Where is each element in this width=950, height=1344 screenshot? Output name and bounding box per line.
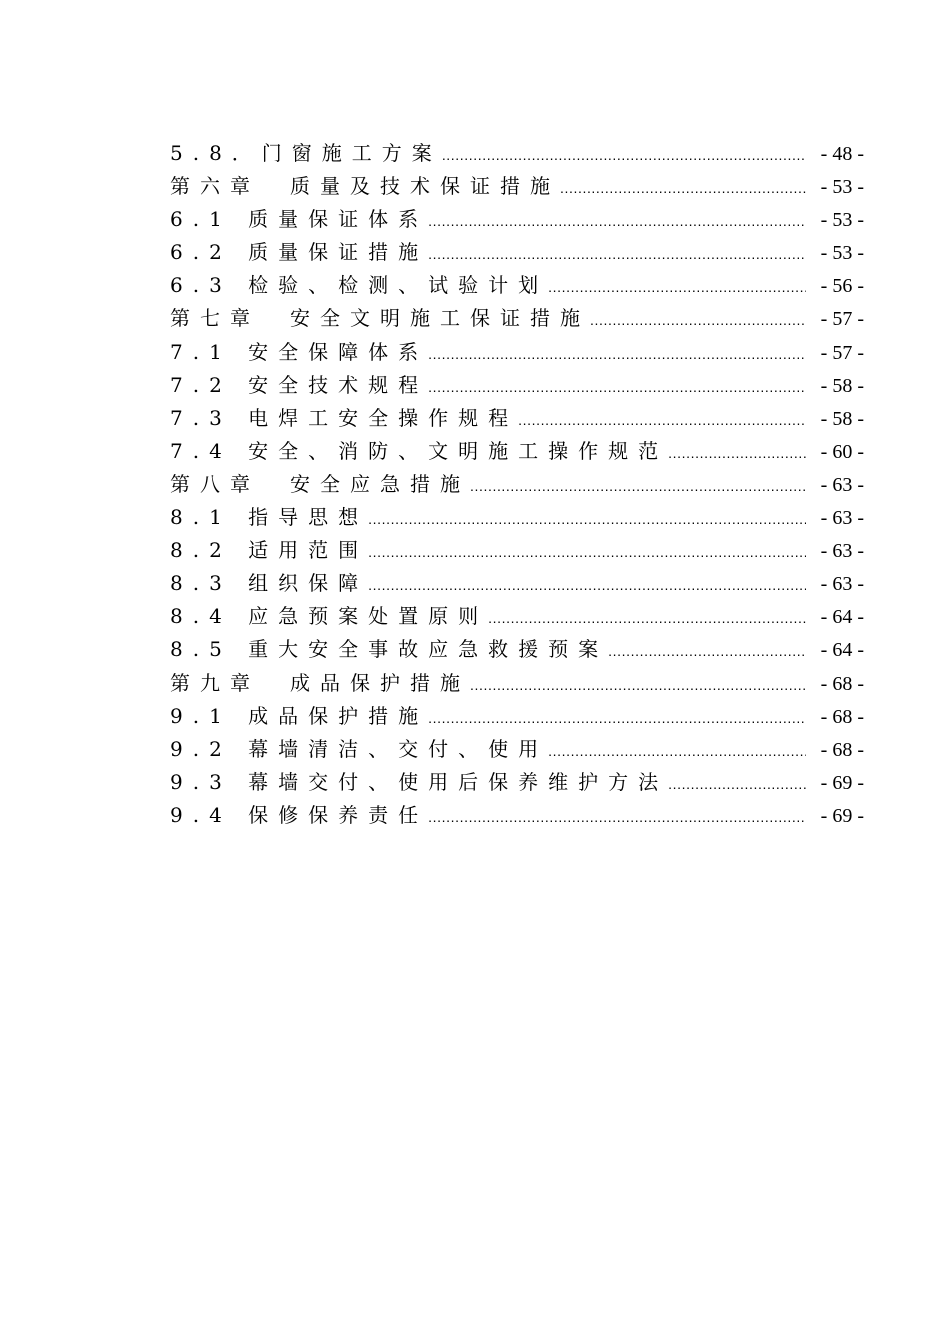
toc-entry[interactable] <box>170 402 864 435</box>
toc-dot-leader <box>368 503 806 536</box>
toc-entry-title: 8.1 指导思想 <box>170 505 369 530</box>
toc-entry[interactable] <box>170 733 864 766</box>
toc-dot-leader <box>428 205 806 238</box>
toc-entry-page: - 63 - <box>820 573 864 596</box>
toc-entry[interactable] <box>170 501 864 534</box>
toc-entry-page: - 64 - <box>820 639 864 662</box>
toc-entry[interactable] <box>170 302 864 335</box>
toc-dot-leader <box>442 139 806 172</box>
toc-dot-leader <box>428 371 806 404</box>
toc-entry-page: - 57 - <box>820 308 864 331</box>
toc-entry-page: - 68 - <box>820 672 864 695</box>
toc-entry-page: - 57 - <box>820 341 864 364</box>
toc-dot-leader <box>608 635 806 668</box>
toc-dot-leader <box>590 304 806 337</box>
toc-dot-leader <box>368 536 806 569</box>
toc-entry-title: 第八章 安全应急措施 <box>170 471 470 496</box>
toc-entry-page: - 64 - <box>820 606 864 629</box>
toc-entry-title: 第六章 质量及技术保证措施 <box>170 174 560 199</box>
toc-entry[interactable] <box>170 236 864 269</box>
toc-entry[interactable] <box>170 435 864 468</box>
toc-dot-leader <box>428 801 806 834</box>
toc-entry-title: 5.8．门窗施工方案 <box>170 141 442 165</box>
toc-entry[interactable] <box>170 137 864 170</box>
toc-entry[interactable] <box>170 170 864 203</box>
toc-entry-title: 9.2 幕墙清洁、交付、使用 <box>170 736 549 761</box>
toc-entry-page: - 68 - <box>820 705 864 728</box>
toc-dot-leader <box>428 338 806 371</box>
toc-entry[interactable] <box>170 766 864 799</box>
toc-entry-title: 7.3 电焊工安全操作规程 <box>170 405 519 430</box>
toc-entry-title: 9.4 保修保养责任 <box>170 802 429 827</box>
toc-entry[interactable] <box>170 600 864 633</box>
toc-entry-page: - 69 - <box>820 771 864 794</box>
toc-dot-leader <box>560 172 806 205</box>
toc-entry-page: - 56 - <box>820 275 864 298</box>
toc-dot-leader <box>428 702 806 735</box>
toc-entry-page: - 69 - <box>820 804 864 827</box>
table-of-contents <box>170 137 864 832</box>
toc-entry-page: - 58 - <box>820 407 864 430</box>
toc-entry-page: - 63 - <box>820 540 864 563</box>
toc-entry-title: 7.1 安全保障体系 <box>170 339 429 364</box>
toc-entry-title: 8.3 组织保障 <box>170 571 369 596</box>
toc-entry[interactable] <box>170 534 864 567</box>
toc-dot-leader <box>488 602 806 635</box>
toc-dot-leader <box>368 569 806 602</box>
toc-entry-title: 第九章 成品保护措施 <box>170 670 470 695</box>
toc-entry-title: 7.2 安全技术规程 <box>170 372 429 397</box>
toc-entry[interactable] <box>170 369 864 402</box>
toc-entry[interactable] <box>170 633 864 666</box>
toc-entry-title: 8.2 适用范围 <box>170 538 369 563</box>
toc-entry-page: - 68 - <box>820 738 864 761</box>
toc-entry[interactable] <box>170 567 864 600</box>
toc-dot-leader <box>428 238 806 271</box>
toc-dot-leader <box>548 271 806 304</box>
toc-entry-page: - 58 - <box>820 374 864 397</box>
toc-entry-title: 第七章 安全文明施工保证措施 <box>170 306 590 331</box>
toc-entry-title: 9.1 成品保护措施 <box>170 703 429 728</box>
toc-entry[interactable] <box>170 468 864 501</box>
toc-dot-leader <box>668 768 806 801</box>
toc-entry-title: 8.4 应急预案处置原则 <box>170 604 489 629</box>
toc-entry-page: - 53 - <box>820 242 864 265</box>
toc-entry-title: 9.3 幕墙交付、使用后保养维护方法 <box>170 769 669 794</box>
toc-dot-leader <box>518 404 806 437</box>
toc-entry-page: - 48 - <box>820 143 864 165</box>
toc-entry-page: - 53 - <box>820 176 864 199</box>
toc-entry-page: - 60 - <box>820 440 864 463</box>
toc-dot-leader <box>470 470 806 503</box>
toc-dot-leader <box>470 669 806 702</box>
toc-entry-title: 6.3 检验、检测、试验计划 <box>170 273 549 298</box>
toc-entry-page: - 53 - <box>820 209 864 232</box>
toc-entry-title: 6.1 质量保证体系 <box>170 207 429 232</box>
toc-entry[interactable] <box>170 269 864 302</box>
toc-entry[interactable] <box>170 336 864 369</box>
toc-entry[interactable] <box>170 700 864 733</box>
toc-entry[interactable] <box>170 799 864 832</box>
toc-entry-page: - 63 - <box>820 473 864 496</box>
toc-entry-title: 6.2 质量保证措施 <box>170 240 429 265</box>
toc-entry-title: 8.5 重大安全事故应急救援预案 <box>170 637 609 662</box>
toc-dot-leader <box>668 437 806 470</box>
toc-entry[interactable] <box>170 667 864 700</box>
toc-entry[interactable] <box>170 203 864 236</box>
toc-entry-title: 7.4 安全、消防、文明施工操作规范 <box>170 438 669 463</box>
toc-dot-leader <box>548 735 806 768</box>
toc-entry-page: - 63 - <box>820 507 864 530</box>
